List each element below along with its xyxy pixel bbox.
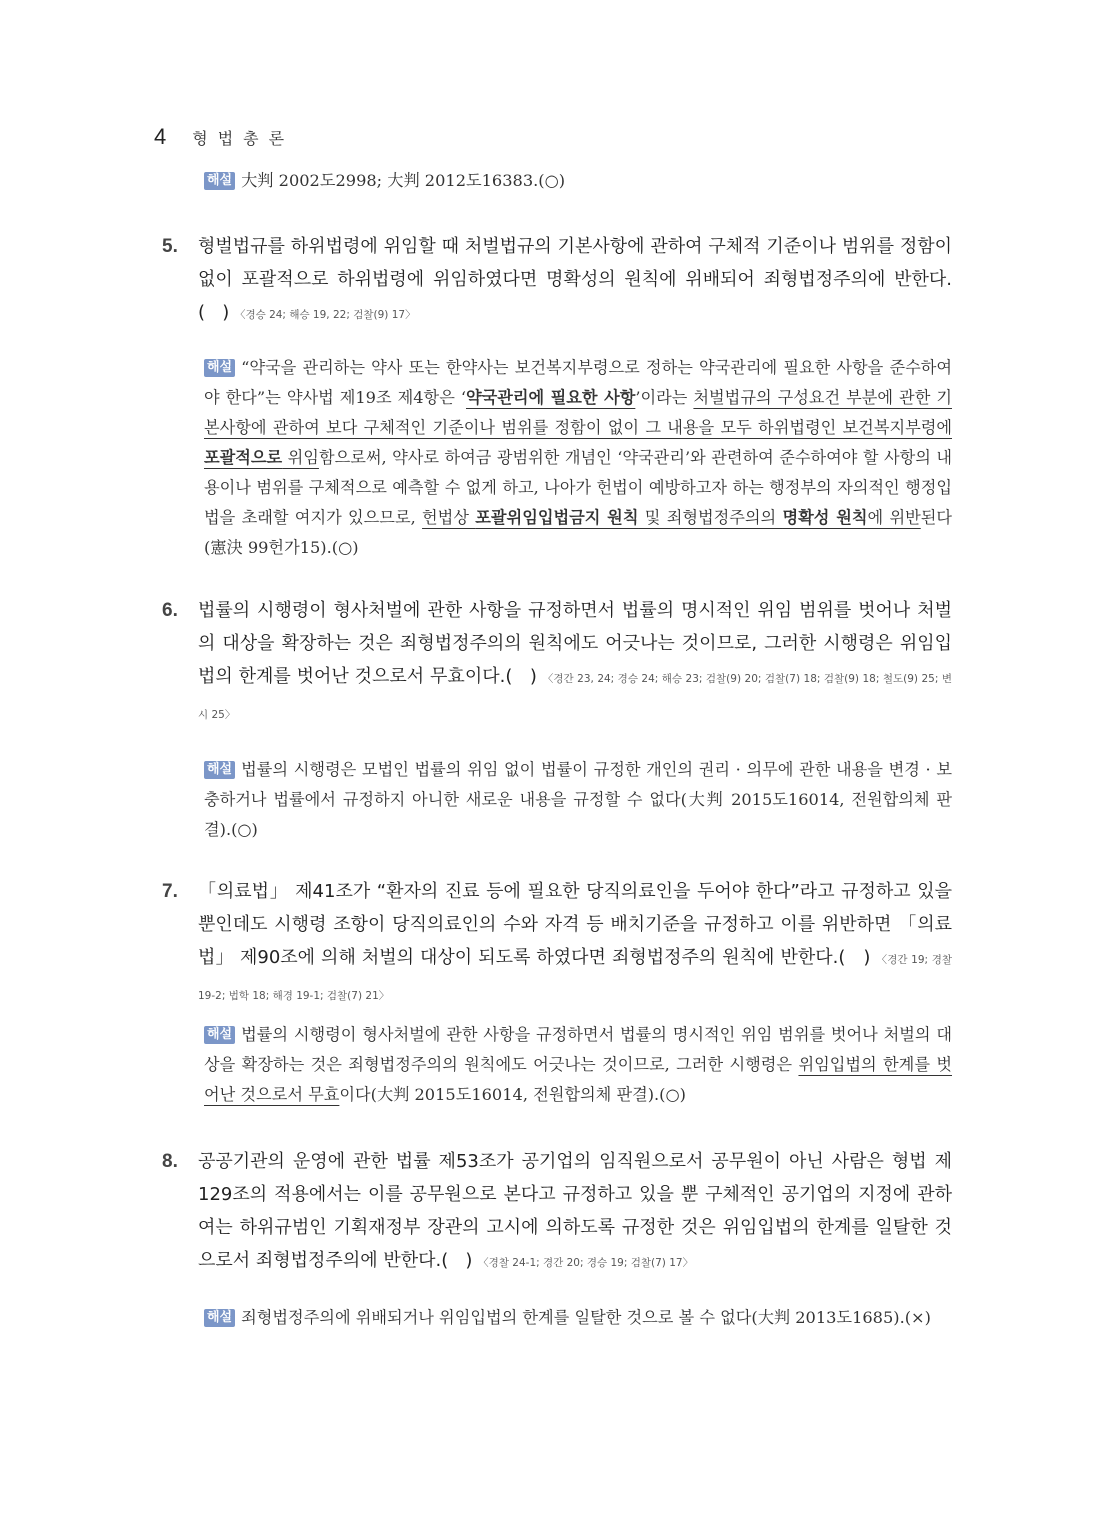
explanation-tag: 해설 [204,1309,235,1327]
underlined-text: 포괄위임입법금지 원칙 [475,508,639,527]
explanation-text: 죄형법정주의에 위배되거나 위임입법의 한계를 일탈한 것으로 볼 수 없다(大判 2013도1685).(×) [241,1308,931,1327]
answer-blank: ( ) [838,947,871,968]
explanation-text: 함으로써, 약사로 하여금 광범위한 개념인 ‘약국관리’와 관련하여 준수하여야 할 사항의 내용이나 범위를 구체적으로 예측할 수 없게 하고, 나아가 헌법이 예방하고자 하는 행정부의 자의적인 행정입법을 초래할 여지가 있으므로, [204,448,953,527]
explanation-tag: 해설 [204,172,235,190]
explanation-text: “약국을 관리하는 약사 또는 한약사는 보건복지부령으로 정하는 약국관리에 필요한 사항을 준수하여야 한다”는 약사법 제19조 제4항은 ‘ [204,358,952,407]
page-header [154,124,294,150]
question-8 [162,1145,952,1280]
question-number: 8. [162,1151,178,1172]
question-5 [162,230,952,332]
question-body: 「의료법」 제41조가 “환자의 진료 등에 필요한 당직의료인을 두어야 한다”라고 규정하고 있을 뿐인데도 시행령 조항이 당직의료인의 수와 자격 등 배치기준을 규정하고 이를 위반하면 「의료법」 제90조에 의해 처벌의 대상이 되도록 하였다면 죄형법정주의 원칙에 반한다. [198,881,952,968]
question-source: 〈경승 24; 해승 19, 22; 검찰(9) 17〉 [234,309,416,321]
question-6 [162,594,952,732]
question-body: 공공기관의 운영에 관한 법률 제53조가 공기업의 임직원으로서 공무원이 아닌 사람은 형법 제129조의 적용에서는 이를 공무원으로 본다고 규정하고 있을 뿐 구체적인 공기업의 지정에 관하여는 하위규범인 기획재정부 장관의 고시에 의하도록 규정한 것은 위임입법의 한계를 일탈한 것으로서 죄형법정주의에 반한다. [198,1151,952,1271]
question-number: 6. [162,600,178,621]
explanation-block [204,353,952,563]
explanation-text: 법률의 시행령이 형사처벌에 관한 사항을 규정하면서 법률의 명시적인 위임 범위를 벗어나 처벌의 대상을 확장하는 것은 죄형법정주의의 원칙에도 어긋나는 것이므로, 그러한 시행령은 [204,1025,952,1074]
underlined-text: 및 죄형법정주의의 [638,508,783,527]
question-body: 형벌법규를 하위법령에 위임할 때 처벌법규의 기본사항에 관하여 구체적 기준이나 범위를 정함이 없이 포괄적으로 하위법령에 위임하였다면 명확성의 원칙에 위배되어 죄형법정주의에 반한다. [198,236,952,290]
underlined-text: 위임입법의 한계를 벗어난 것으로서 무효 [204,1055,952,1104]
answer-blank: ( ) [441,1250,473,1271]
question-source: 〈경간 19; 경찰 19-2; 법학 18; 해경 19-1; 검찰(7) 21〉 [198,954,952,1002]
explanation-tag: 해설 [204,359,235,377]
explanation-block [204,1303,952,1333]
explanation-block [204,1020,952,1110]
explanation-tag: 해설 [204,761,235,779]
underlined-text: 처벌법규의 구성요건 부분에 관한 기본사항에 관하여 보다 구체적인 기준이나 범위를 정함이 없이 그 내용을 모두 하위법령인 보건복지부령에 [204,388,952,437]
book-title: 형법총론 [192,129,295,148]
underlined-text: 에 위반 [867,508,921,527]
question-source: 〈경찰 24-1; 경간 20; 경승 19; 검찰(7) 17〉 [478,1257,694,1269]
answer-blank: ( ) [198,302,230,323]
question-body: 법률의 시행령이 형사처벌에 관한 사항을 규정하면서 법률의 명시적인 위임 범위를 벗어나 처벌의 대상을 확장하는 것은 죄형법정주의의 원칙에도 어긋나는 것이므로, 그러한 시행령은 위임입법의 한계를 벗어난 것으로서 무효이다. [198,600,952,687]
underlined-text: 약국관리에 필요한 사항 [465,388,636,407]
underlined-text: 헌법상 [422,508,476,527]
explanation-block [204,166,952,196]
question-number: 5. [162,236,178,257]
explanation-tag: 해설 [204,1026,235,1044]
explanation-text: 이다(大判 2015도16014, 전원합의체 판결).(○) [339,1085,686,1104]
answer-blank: ( ) [505,666,537,687]
explanation-text: ’이라는 [635,388,694,407]
question-text [198,1145,952,1280]
explanation-text: 大判 2002도2998; 大判 2012도16383.(○) [241,171,566,190]
question-text [198,230,952,332]
explanation-text: 법률의 시행령은 모법인 법률의 위임 없이 법률이 규정한 개인의 권리 · 의무에 관한 내용을 변경 · 보충하거나 법률에서 규정하지 아니한 새로운 내용을 규정할 수 없다(大判 2015도16014, 전원합의체 판결).(○) [204,760,952,839]
explanation-text: 된다(憲決 99헌가15).(○) [204,508,953,557]
page-number: 4 [154,124,167,149]
question-number: 7. [162,881,178,902]
underlined-text: 명확성 원칙 [782,508,868,527]
question-source: 〈경간 23, 24; 경승 24; 해승 23; 검찰(9) 20; 검찰(7) 18; 검찰(9) 18; 철도(9) 25; 변시 25〉 [198,673,952,721]
question-text [198,594,952,732]
explanation-block [204,755,952,845]
question-7 [162,875,952,1013]
question-text [198,875,952,1013]
underlined-text: 포괄적으로 [204,448,283,467]
underlined-text: 위임 [282,448,319,467]
